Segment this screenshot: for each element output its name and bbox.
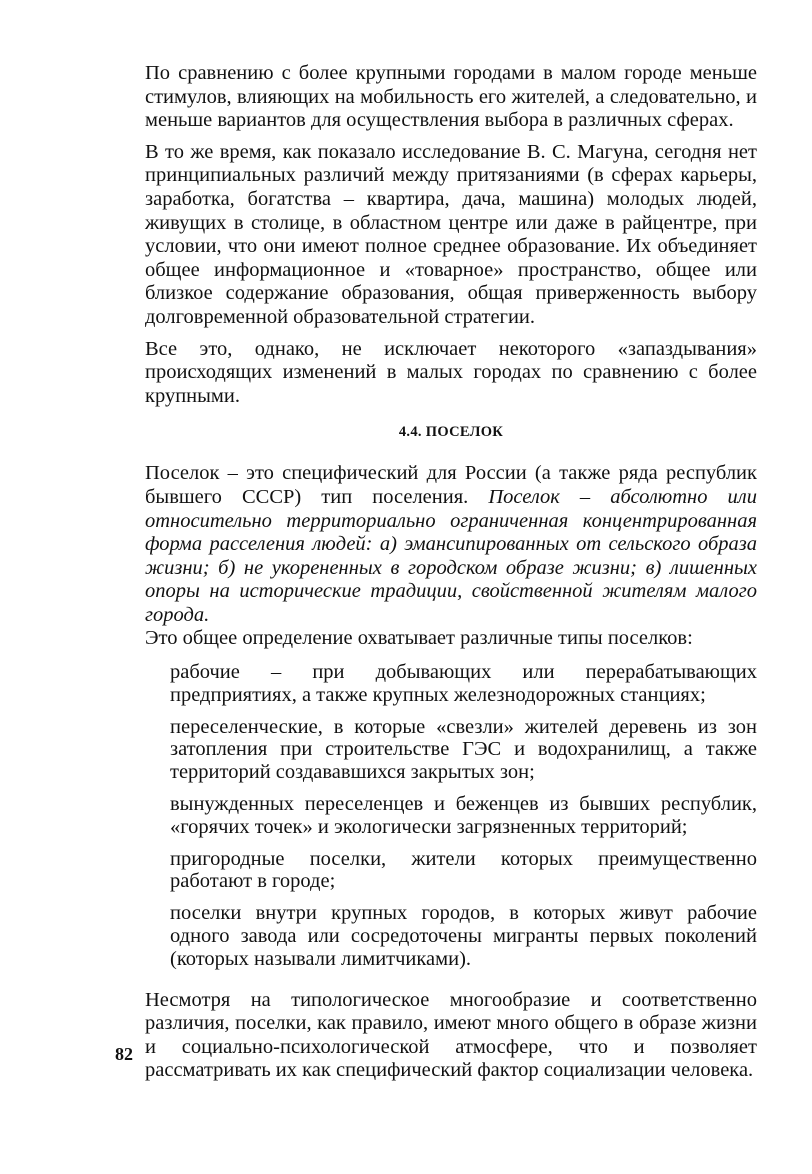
paragraph-small-town-mobility: По сравнению с более крупными городами в малом городе меньше стимулов, влияющих на мобильность его жителей, а следовательно, и меньше вариантов для осуществления выбора в различных сферах. <box>145 62 757 132</box>
list-item: переселенческие, в которые «свезли» жителей деревень из зон затопления при строительстве ГЭС и водохранилищ, а также территорий создававшихся закрытых зон; <box>170 715 757 784</box>
page-body <box>145 62 757 1083</box>
list-item: поселки внутри крупных городов, в которых живут рабочие одного завода или сосредоточены мигранты первых поколений (которых называли лимитчиками). <box>170 902 757 970</box>
list-item: рабочие – при добывающих или перерабатывающих предприятиях, а также крупных железнодорожных станциях; <box>170 661 757 706</box>
paragraph-lag: Все это, однако, не исключает некоторого «запаздывания» происходящих изменений в малых городах по сравнению с более крупными. <box>145 337 757 407</box>
page-number: 82 <box>115 1044 133 1064</box>
section-heading: 4.4. ПОСЕЛОК <box>398 424 504 441</box>
paragraph-magun-study: В то же время, как показало исследование В. С. Магуна, сегодня нет принципиальных различий между притязаниями (в сферах карьеры, заработка, богатства – квартира, дача, машина) молодых людей, живущих в столице, в областном центре или даже в райцентре, при условии, что они имеют полное среднее образование. Их объединяет общее информационное и «товарное» пространство, общее или близкое содержание образования, общая приверженность выбору долговременной образовательной стратегии. <box>145 140 757 328</box>
list-item: пригородные поселки, жители которых преимущественно работают в городе; <box>170 847 757 893</box>
definition-lead: Поселок – это специфический для России (а также ряда республик бывшего СССР) тип поселения. <box>145 462 757 508</box>
settlement-types-list <box>170 661 757 971</box>
list-item: вынужденных переселенцев и беженцев из бывших республик, «горячих точек» и экологически загрязненных территорий; <box>170 793 757 838</box>
definition-italic: Поселок – абсолютно или относительно территориально ограниченная концентрированная форма расселения людей: а) эмансипированных от сельского образа жизни; б) не укорененных в городском образе жизни; в) лишенных опоры на исторические традиции, свойственной жителям малого города. <box>145 485 757 626</box>
paragraph-conclusion: Несмотря на типологическое многообразие и соответственно различия, поселки, как правило, имеют много общего в образе жизни и социально-психологической атмосфере, что и позволяет рассматривать их как специфический фактор социализации человека. <box>145 988 757 1082</box>
paragraph-types-intro: Это общее определение охватывает различные типы поселков: <box>145 627 693 650</box>
paragraph-definition <box>145 462 757 627</box>
